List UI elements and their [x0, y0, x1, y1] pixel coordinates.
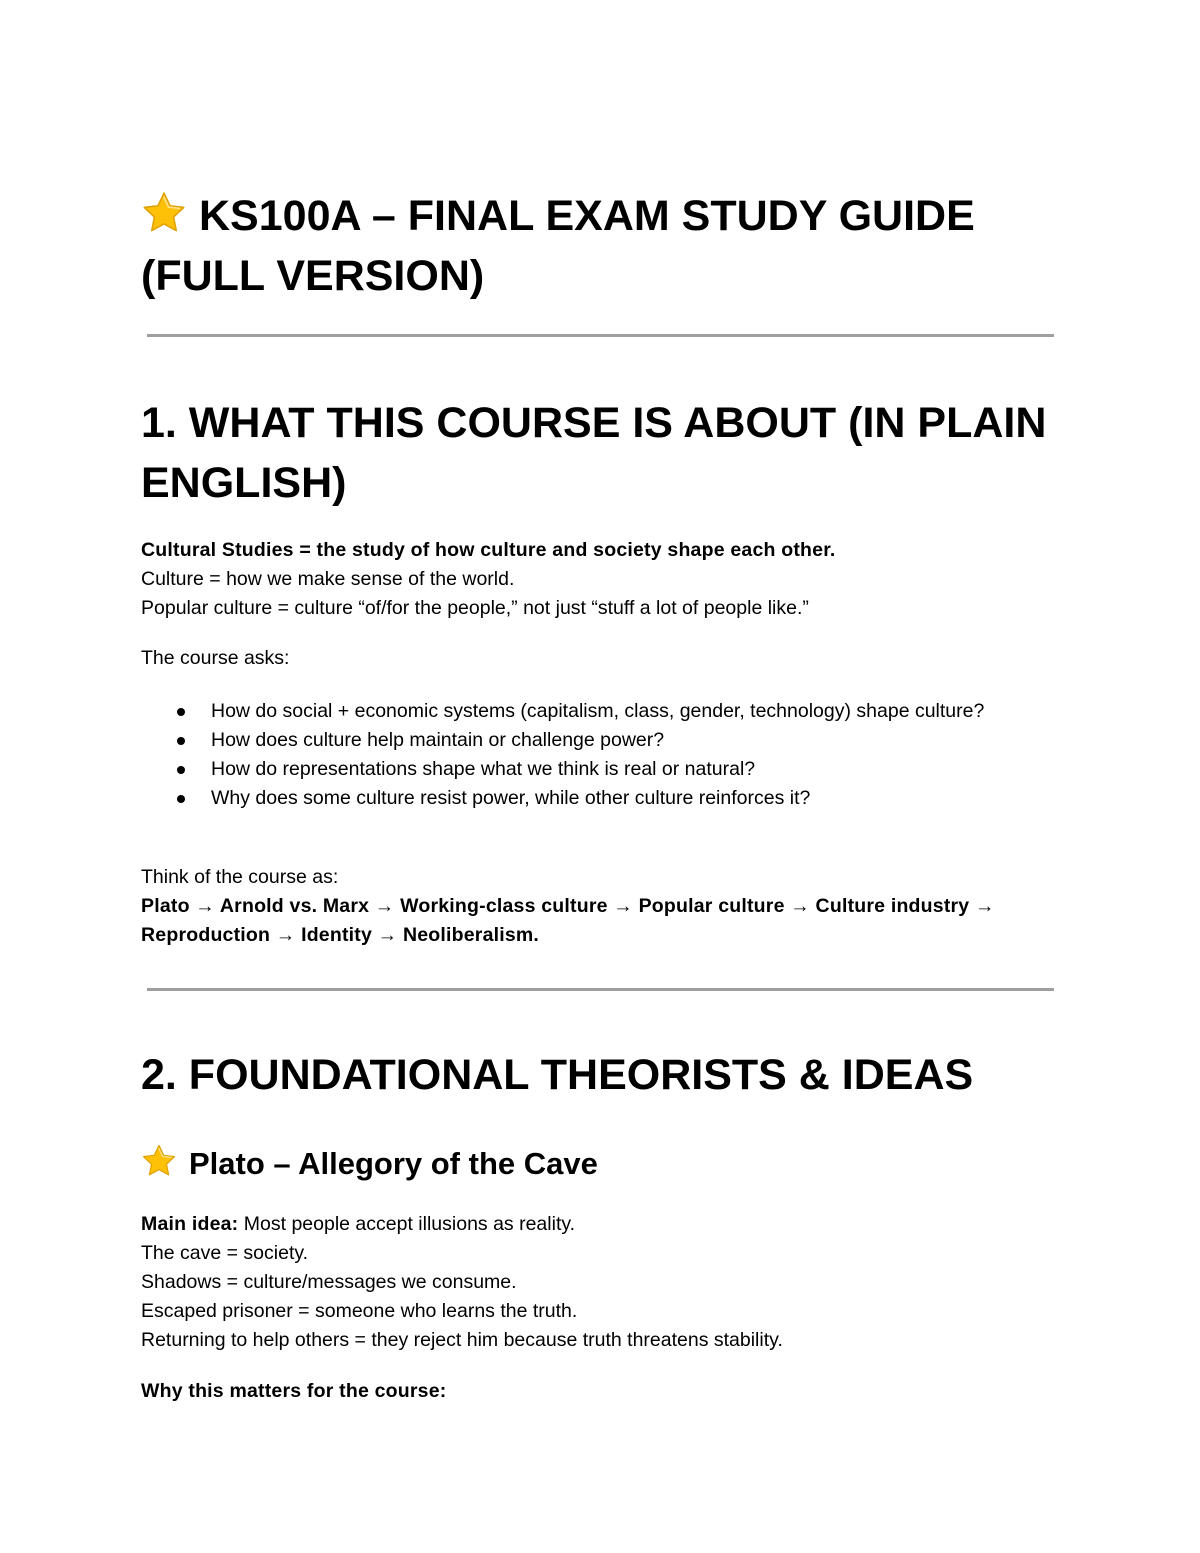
- bullet-icon: [177, 737, 185, 745]
- think-intro: Think of the course as:: [141, 866, 339, 888]
- list-item: [141, 755, 1001, 784]
- plato-line: Escaped prisoner = someone who learns the truth.: [141, 1300, 578, 1322]
- star-icon: [141, 1143, 177, 1179]
- main-idea-text: Most people accept illusions as reality.: [238, 1213, 576, 1235]
- why-it-matters-label: Why this matters for the course:: [141, 1380, 447, 1402]
- list-item: [141, 697, 1001, 726]
- bullet-icon: [177, 766, 185, 774]
- plato-heading-text: Plato – Allegory of the Cave: [189, 1146, 598, 1181]
- horizontal-divider: [147, 334, 1054, 337]
- course-asks-intro: [141, 644, 1056, 673]
- bullet-icon: [177, 708, 185, 716]
- plato-line: Shadows = culture/messages we consume.: [141, 1271, 517, 1293]
- section1-intro: [141, 536, 1056, 623]
- list-item-text: How does culture help maintain or challenge power?: [211, 729, 665, 751]
- star-icon: [141, 190, 187, 236]
- culture-definition: Culture = how we make sense of the world.: [141, 568, 515, 590]
- plato-notes: [141, 1210, 1056, 1355]
- course-overview: [141, 863, 1056, 950]
- why-it-matters: [141, 1377, 1056, 1406]
- plato-line: Returning to help others = they reject him because truth threatens stability.: [141, 1329, 783, 1351]
- horizontal-divider: [147, 988, 1054, 991]
- popular-culture-definition: Popular culture = culture “of/for the people,” not just “stuff a lot of people like.”: [141, 597, 809, 619]
- list-item: [141, 726, 1001, 755]
- list-item-text: How do representations shape what we think is real or natural?: [211, 758, 756, 780]
- cultural-studies-definition: Cultural Studies = the study of how culture and society shape each other.: [141, 539, 836, 561]
- list-item-text: Why does some culture resist power, while other culture reinforces it?: [211, 787, 811, 809]
- document-title: [141, 186, 1056, 306]
- main-idea-line: [141, 1210, 1056, 1239]
- section2-heading: 2. FOUNDATIONAL THEORISTS & IDEAS: [141, 1051, 974, 1099]
- main-idea-label: Main idea:: [141, 1213, 239, 1235]
- bullet-icon: [177, 795, 185, 803]
- plato-heading: [141, 1140, 598, 1188]
- list-item-text: How do social + economic systems (capitalism, class, gender, technology) shape culture?: [211, 700, 985, 722]
- course-asks-label: The course asks:: [141, 647, 290, 669]
- plato-line: The cave = society.: [141, 1242, 309, 1264]
- course-sequence: Plato → Arnold vs. Marx → Working-class culture → Popular culture → Culture industry → Reproduction → Identity → Neoliberalism.: [141, 895, 995, 946]
- list-item: [141, 784, 1001, 813]
- course-questions-list: [141, 697, 1056, 813]
- section1-heading: 1. WHAT THIS COURSE IS ABOUT (IN PLAIN ENGLISH): [141, 399, 1047, 507]
- title-text: KS100A – FINAL EXAM STUDY GUIDE (FULL VERSION): [141, 192, 975, 300]
